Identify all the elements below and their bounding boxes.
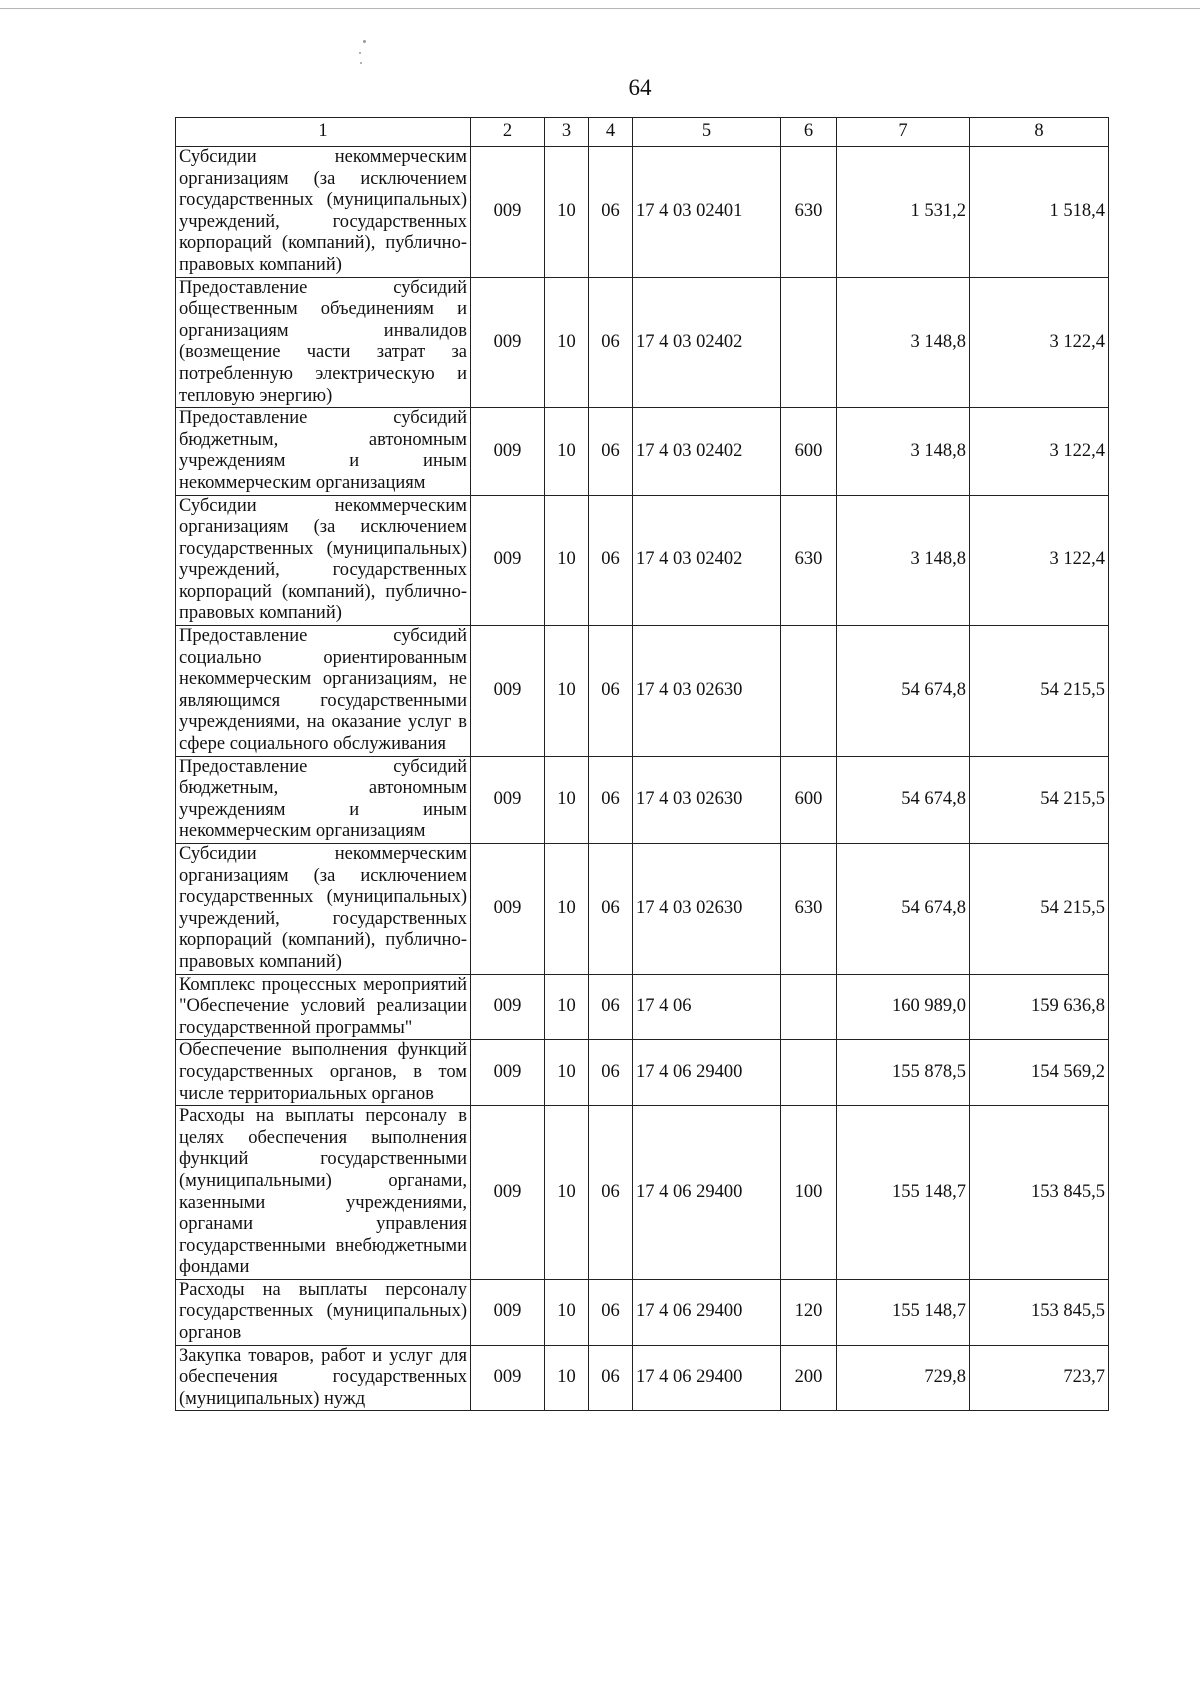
subsection-code: 06	[589, 1040, 633, 1106]
target-article-code: 17 4 03 02630	[633, 626, 781, 757]
expense-type-code	[781, 974, 837, 1040]
subsection-code: 06	[589, 147, 633, 278]
scan-speck	[359, 52, 361, 54]
section-code: 10	[545, 147, 589, 278]
section-code: 10	[545, 408, 589, 495]
amount-year-2: 154 569,2	[970, 1040, 1109, 1106]
column-header: 6	[781, 118, 837, 147]
amount-year-2: 3 122,4	[970, 277, 1109, 408]
amount-year-1: 54 674,8	[837, 756, 970, 843]
expense-type-code: 630	[781, 495, 837, 626]
page-number: 64	[628, 75, 652, 100]
expense-name: Закупка товаров, работ и услуг для обеспечения государственных (муниципальных) нужд	[176, 1345, 471, 1411]
expense-type-code	[781, 1040, 837, 1106]
expense-type-code: 100	[781, 1106, 837, 1280]
scan-speck	[363, 40, 366, 43]
target-article-code: 17 4 06 29400	[633, 1106, 781, 1280]
subsection-code: 06	[589, 1106, 633, 1280]
amount-year-1: 729,8	[837, 1345, 970, 1411]
amount-year-2: 1 518,4	[970, 147, 1109, 278]
section-code: 10	[545, 974, 589, 1040]
section-code: 10	[545, 626, 589, 757]
target-article-code: 17 4 03 02401	[633, 147, 781, 278]
expense-name: Субсидии некоммерческим организациям (за исключением государственных (муниципальных) учреждений, государственных корпораций (компаний), публично-правовых компаний)	[176, 147, 471, 278]
expense-type-code: 600	[781, 408, 837, 495]
amount-year-1: 160 989,0	[837, 974, 970, 1040]
section-code: 10	[545, 756, 589, 843]
section-code: 10	[545, 1040, 589, 1106]
target-article-code: 17 4 06 29400	[633, 1040, 781, 1106]
table-row	[176, 408, 1109, 495]
expense-type-code: 600	[781, 756, 837, 843]
section-code: 10	[545, 495, 589, 626]
expense-type-code: 200	[781, 1345, 837, 1411]
table-header	[176, 118, 1109, 147]
column-header: 1	[176, 118, 471, 147]
ministry-code: 009	[471, 408, 545, 495]
section-code: 10	[545, 1279, 589, 1345]
amount-year-2: 159 636,8	[970, 974, 1109, 1040]
amount-year-1: 3 148,8	[837, 495, 970, 626]
amount-year-1: 3 148,8	[837, 277, 970, 408]
subsection-code: 06	[589, 1279, 633, 1345]
expense-name: Комплекс процессных мероприятий "Обеспечение условий реализации государственной программы"	[176, 974, 471, 1040]
amount-year-1: 155 148,7	[837, 1106, 970, 1280]
ministry-code: 009	[471, 1345, 545, 1411]
target-article-code: 17 4 06 29400	[633, 1279, 781, 1345]
expense-type-code: 630	[781, 844, 837, 975]
amount-year-2: 54 215,5	[970, 844, 1109, 975]
section-code: 10	[545, 1345, 589, 1411]
section-code: 10	[545, 844, 589, 975]
ministry-code: 009	[471, 1279, 545, 1345]
table-row	[176, 495, 1109, 626]
amount-year-1: 1 531,2	[837, 147, 970, 278]
amount-year-2: 153 845,5	[970, 1106, 1109, 1280]
expense-name: Предоставление субсидий бюджетным, автономным учреждениям и иным некоммерческим организациям	[176, 756, 471, 843]
expense-name: Расходы на выплаты персоналу государственных (муниципальных) органов	[176, 1279, 471, 1345]
ministry-code: 009	[471, 844, 545, 975]
header-row	[176, 118, 1109, 147]
expense-name: Субсидии некоммерческим организациям (за исключением государственных (муниципальных) учреждений, государственных корпораций (компаний), публично-правовых компаний)	[176, 844, 471, 975]
table-row	[176, 1040, 1109, 1106]
expense-name: Обеспечение выполнения функций государственных органов, в том числе территориальных органов	[176, 1040, 471, 1106]
table-row	[176, 1106, 1109, 1280]
column-header: 4	[589, 118, 633, 147]
target-article-code: 17 4 06 29400	[633, 1345, 781, 1411]
subsection-code: 06	[589, 756, 633, 843]
amount-year-2: 3 122,4	[970, 408, 1109, 495]
subsection-code: 06	[589, 844, 633, 975]
expense-name: Расходы на выплаты персоналу в целях обеспечения выполнения функций государственными (муниципальными) органами, казенными учреждениями, органами управления государственными внебюджетными фондами	[176, 1106, 471, 1280]
target-article-code: 17 4 06	[633, 974, 781, 1040]
amount-year-2: 723,7	[970, 1345, 1109, 1411]
table-row	[176, 277, 1109, 408]
subsection-code: 06	[589, 277, 633, 408]
table-row	[176, 1345, 1109, 1411]
table-row	[176, 974, 1109, 1040]
amount-year-2: 3 122,4	[970, 495, 1109, 626]
scan-top-edge	[0, 8, 1200, 9]
amount-year-1: 54 674,8	[837, 626, 970, 757]
ministry-code: 009	[471, 1106, 545, 1280]
expense-name: Предоставление субсидий социально ориентированным некоммерческим организациям, не являющимся государственными учреждениями, на оказание услуг в сфере социального обслуживания	[176, 626, 471, 757]
ministry-code: 009	[471, 1040, 545, 1106]
target-article-code: 17 4 03 02402	[633, 408, 781, 495]
ministry-code: 009	[471, 756, 545, 843]
expense-type-code	[781, 626, 837, 757]
scan-speck	[360, 62, 362, 64]
ministry-code: 009	[471, 495, 545, 626]
subsection-code: 06	[589, 1345, 633, 1411]
section-code: 10	[545, 277, 589, 408]
section-code: 10	[545, 1106, 589, 1280]
table-row	[176, 1279, 1109, 1345]
budget-table	[175, 117, 1109, 1411]
amount-year-1: 54 674,8	[837, 844, 970, 975]
target-article-code: 17 4 03 02402	[633, 277, 781, 408]
ministry-code: 009	[471, 277, 545, 408]
amount-year-2: 153 845,5	[970, 1279, 1109, 1345]
expense-type-code: 120	[781, 1279, 837, 1345]
subsection-code: 06	[589, 495, 633, 626]
ministry-code: 009	[471, 626, 545, 757]
expense-name: Субсидии некоммерческим организациям (за исключением государственных (муниципальных) учреждений, государственных корпораций (компаний), публично-правовых компаний)	[176, 495, 471, 626]
column-header: 5	[633, 118, 781, 147]
column-header: 8	[970, 118, 1109, 147]
subsection-code: 06	[589, 974, 633, 1040]
amount-year-2: 54 215,5	[970, 756, 1109, 843]
column-header: 2	[471, 118, 545, 147]
target-article-code: 17 4 03 02630	[633, 756, 781, 843]
table-row	[176, 756, 1109, 843]
ministry-code: 009	[471, 147, 545, 278]
subsection-code: 06	[589, 626, 633, 757]
ministry-code: 009	[471, 974, 545, 1040]
expense-name: Предоставление субсидий бюджетным, автономным учреждениям и иным некоммерческим организациям	[176, 408, 471, 495]
target-article-code: 17 4 03 02402	[633, 495, 781, 626]
column-header: 7	[837, 118, 970, 147]
amount-year-1: 3 148,8	[837, 408, 970, 495]
table-row	[176, 147, 1109, 278]
expense-name: Предоставление субсидий общественным объединениям и организациям инвалидов (возмещение части затрат за потребленную электрическую и тепловую энергию)	[176, 277, 471, 408]
amount-year-2: 54 215,5	[970, 626, 1109, 757]
target-article-code: 17 4 03 02630	[633, 844, 781, 975]
amount-year-1: 155 148,7	[837, 1279, 970, 1345]
expense-type-code: 630	[781, 147, 837, 278]
table-row	[176, 626, 1109, 757]
table-row	[176, 844, 1109, 975]
expense-type-code	[781, 277, 837, 408]
subsection-code: 06	[589, 408, 633, 495]
amount-year-1: 155 878,5	[837, 1040, 970, 1106]
column-header: 3	[545, 118, 589, 147]
